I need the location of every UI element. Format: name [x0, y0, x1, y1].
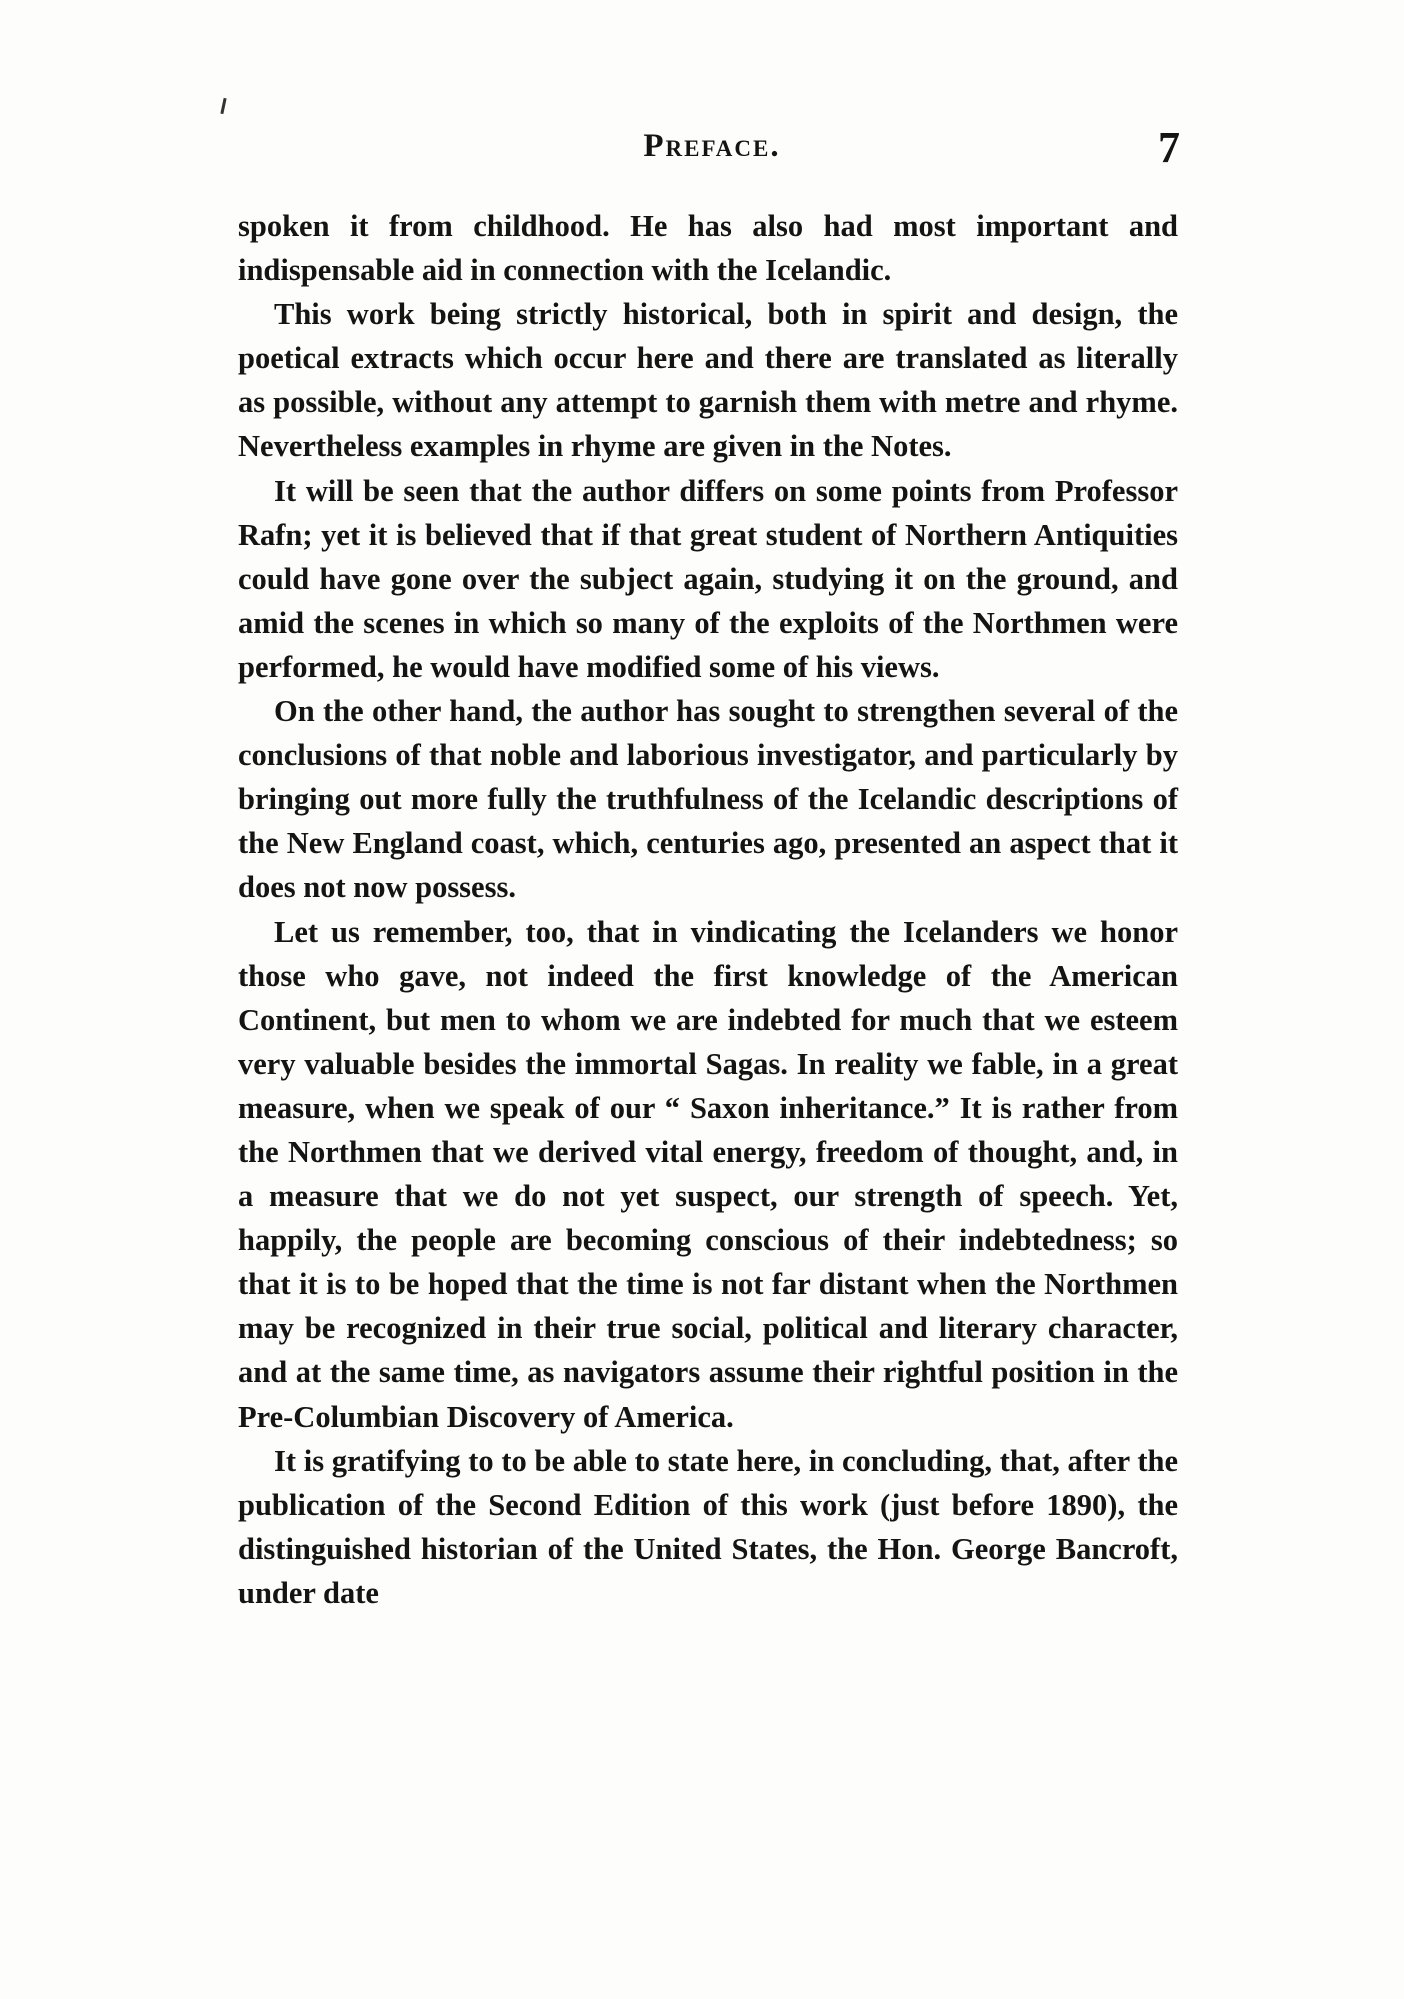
body-text	[238, 204, 1178, 1615]
running-head	[232, 123, 1192, 178]
stray-ink-mark	[220, 98, 226, 114]
paragraph: It is gratifying to to be able to state here, in concluding, that, after the publication of the Second Edition of this work (just before 1890), the distinguished historian of the United States, the Hon. George Bancroft, under date	[238, 1443, 1178, 1610]
running-head-title: Preface.	[643, 128, 781, 164]
paragraph: On the other hand, the author has sought to strengthen several of the conclusions of that noble and laborious investigator, and particularly by bringing out more fully the truthfulness of the Icelandic descriptions of the New England coast, which, centuries ago, presented an aspect that it does not now possess.	[238, 694, 1178, 905]
paragraph: Let us remember, too, that in vindicating the Icelanders we honor those who gave, not indeed the first knowledge of the American Continent, but men to whom we are indebted for much that we esteem very valuable besides the immortal Sagas. In reality we fable, in a great measure, when we speak of our “ Saxon inheritance.” It is rather from the Northmen that we derived vital energy, freedom of thought, and, in a measure that we do not yet suspect, our strength of speech. Yet, happily, the people are becoming conscious of their indebtedness; so that it is to be hoped that the time is not far distant when the Northmen may be recognized in their true social, political and literary character, and at the same time, as navigators assume their rightful position in the Pre-Columbian Discovery of America.	[238, 914, 1178, 1434]
paragraph-continuation: spoken it from childhood. He has also had most important and indispensable aid in connection with the Icelandic.	[238, 209, 1178, 288]
paragraph: It will be seen that the author differs on some points from Professor Rafn; yet it is believed that if that great student of Northern Antiquities could have gone over the subject again, studying it on the ground, and amid the scenes in which so many of the exploits of the Northmen were performed, he would have modified some of his views.	[238, 473, 1178, 684]
paragraph: This work being strictly historical, both in spirit and design, the poetical extracts which occur here and there are translated as literally as possible, without any attempt to garnish them with metre and rhyme. Nevertheless examples in rhyme are given in the Notes.	[238, 297, 1178, 464]
page-number: 7	[1158, 123, 1180, 172]
